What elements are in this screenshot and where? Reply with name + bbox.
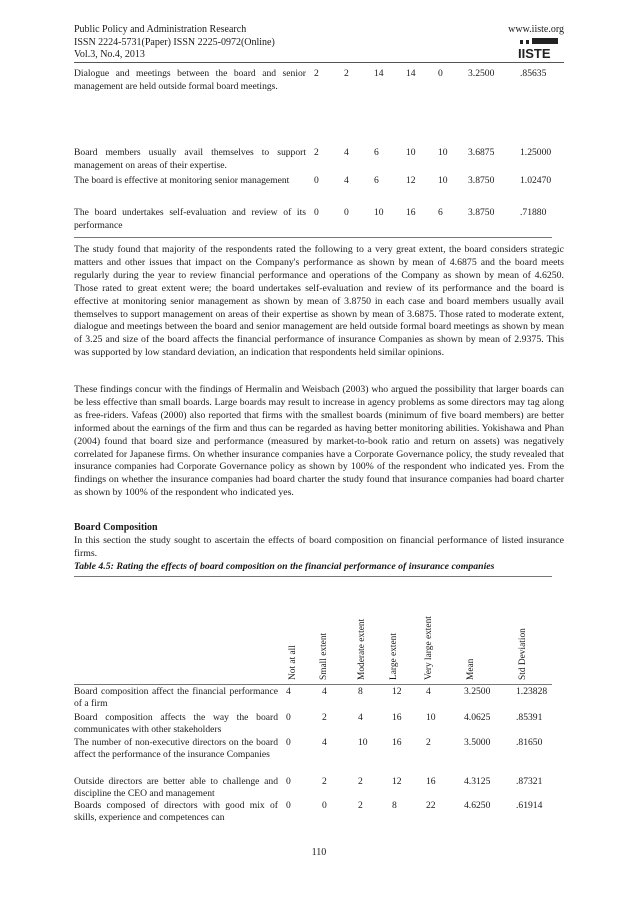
column-header: Moderate extent (357, 618, 367, 680)
header-rule (74, 62, 564, 63)
cell: 3.2500 (464, 686, 491, 697)
running-header (74, 24, 564, 62)
cell: 16 (392, 712, 402, 723)
cell: 10 (438, 147, 448, 158)
literature-paragraph (74, 384, 564, 500)
cell: 4 (344, 147, 349, 158)
cell: 10 (438, 175, 448, 186)
cell: .85635 (520, 68, 547, 79)
cell: 10 (374, 207, 384, 218)
cell: 4.3125 (464, 776, 491, 787)
cell: 1.25000 (520, 147, 552, 158)
cell: 3.6875 (468, 147, 495, 158)
volume-line: Vol.3, No.4, 2013 (74, 49, 145, 60)
row-label: Dialogue and meetings between the board and senior management are held outside formal board meetings. (74, 68, 306, 92)
cell: 16 (406, 207, 416, 218)
cell: 2 (358, 800, 363, 811)
column-header: Std Deviation (518, 628, 528, 680)
cell: 4 (358, 712, 363, 723)
cell: 3.2500 (468, 68, 495, 79)
row-label: The number of non-executive directors on the board affect the performance of the insurance Companies (74, 737, 278, 761)
cell: .87321 (516, 776, 543, 787)
cell: 4.0625 (464, 712, 491, 723)
column-header: Small extent (319, 632, 329, 680)
table-top-rule (74, 576, 552, 577)
cell: 6 (438, 207, 443, 218)
cell: 22 (426, 800, 436, 811)
cell: 2 (322, 776, 327, 787)
cell: 6 (374, 147, 379, 158)
cell: 3.8750 (468, 207, 495, 218)
cell: 6 (374, 175, 379, 186)
cell: 8 (392, 800, 397, 811)
cell: 16 (392, 737, 402, 748)
row-label: Outside directors are better able to challenge and discipline the CEO and management (74, 776, 278, 800)
table-bottom-rule (74, 237, 552, 238)
cell: 10 (406, 147, 416, 158)
cell: 2 (314, 68, 319, 79)
row-label: The board is effective at monitoring senior management (74, 175, 290, 186)
section-heading: Board Composition (74, 522, 158, 533)
cell: 0 (438, 68, 443, 79)
cell: 4 (286, 686, 291, 697)
cell: .61914 (516, 800, 543, 811)
cell: 0 (286, 800, 291, 811)
row-label: Board composition affects the way the board communicates with other stakeholders (74, 712, 278, 736)
cell: 12 (392, 776, 402, 787)
issn-line: ISSN 2224-5731(Paper) ISSN 2225-0972(Online) (74, 36, 275, 48)
cell: 0 (286, 712, 291, 723)
journal-name: Public Policy and Administration Research (74, 24, 247, 35)
cell: 16 (426, 776, 436, 787)
page-number: 110 (311, 847, 327, 858)
cell: 12 (392, 686, 402, 697)
cell: 2 (426, 737, 431, 748)
cell: 12 (406, 175, 416, 186)
cell: .71880 (520, 207, 547, 218)
cell: 2 (322, 712, 327, 723)
cell: 3.8750 (468, 175, 495, 186)
column-header: Not at all (288, 645, 298, 680)
cell: 14 (406, 68, 416, 79)
cell: 2 (314, 147, 319, 158)
column-header: Large extent (389, 633, 399, 680)
header-bottom-rule (74, 684, 552, 685)
cell: 3.5000 (464, 737, 491, 748)
cell: 0 (344, 207, 349, 218)
cell: 0 (314, 207, 319, 218)
cell: .81650 (516, 737, 543, 748)
cell: 2 (358, 776, 363, 787)
paragraph-text: These findings concur with the findings of Hermalin and Weisbach (2003) who argued the possibility that larger boards can be less effective than small boards. Large boards may result to increase in agency problems as some directors may tag along as free-riders. Vafeas (2000) also reported that firms with the smallest boards (minimum of five board members) are better informed about the earnings of the firm and thus can be regarded as having better monitoring abilities. Yokishawa and Phan (2004) found that board size and performance (measured by market-to-book ratio and return on assets) was negatively correlated for Japanese firms. On whether insurance companies have a Corporate Governance policy, the study revealed that insurance companies had Corporate Governance policy as shown by 100% of the respondent who indicated yes. From the findings on whether the insurance companies had board charter the study found that insurance companies had board charter as shown by 100% of the respondent who indicated yes. (74, 384, 564, 499)
row-label: The board undertakes self-evaluation and review of its performance (74, 207, 306, 231)
cell: 4 (344, 175, 349, 186)
findings-paragraph (74, 244, 564, 360)
cell: 10 (426, 712, 436, 723)
cell: .85391 (516, 712, 543, 723)
row-label: Boards composed of directors with good mix of skills, experience and competences can (74, 800, 278, 824)
column-header: Very large extent (424, 616, 434, 680)
cell: 2 (344, 68, 349, 79)
cell: 0 (322, 800, 327, 811)
cell: 0 (286, 776, 291, 787)
row-label: Board composition affect the financial performance of a firm (74, 686, 278, 710)
cell: 14 (374, 68, 384, 79)
cell: 1.23828 (516, 686, 548, 697)
paragraph-text: The study found that majority of the respondents rated the following to a very great extent, the board considers strategic matters and other issues that impact on the Company's performance as shown by mean of 4.6875 and the board meets regularly during the year to review financial performance and operations of the Company as shown by mean of 4.6250. Those rated to great extent were; the board undertakes self-evaluation and review of its performance and the board is effective at monitoring senior management as shown by mean of 3.8750 in each case and board members usually avail themselves to support management on areas of their expertise as shown by mean of 3.6875. Those rated to moderate extent, dialogue and meetings between the board and senior management are held outside formal board meetings as shown by mean of 3.25 and size of the board affects the financial performance of insurance Companies as shown by mean of 2.9375. This was supported by low standard deviation, an indication that respondents held similar opinions. (74, 244, 564, 359)
cell: 10 (358, 737, 368, 748)
cell: 4 (426, 686, 431, 697)
iiste-logo (514, 38, 564, 60)
cell: 4 (322, 686, 327, 697)
cell: 4 (322, 737, 327, 748)
section-intro: In this section the study sought to ascertain the effects of board composition on financial performance of listed insurance firms. (74, 535, 564, 559)
cell: 8 (358, 686, 363, 697)
cell: 0 (314, 175, 319, 186)
column-header: Mean (466, 658, 476, 680)
journal-url[interactable]: www.iiste.org (508, 24, 564, 35)
cell: 1.02470 (520, 175, 552, 186)
table-caption: Table 4.5: Rating the effects of board composition on the financial performance of insurance companies (74, 561, 495, 572)
logo-text: IISTE (518, 46, 551, 60)
cell: 4.6250 (464, 800, 491, 811)
cell: 0 (286, 737, 291, 748)
row-label: Board members usually avail themselves to support management on areas of their expertise. (74, 147, 306, 171)
